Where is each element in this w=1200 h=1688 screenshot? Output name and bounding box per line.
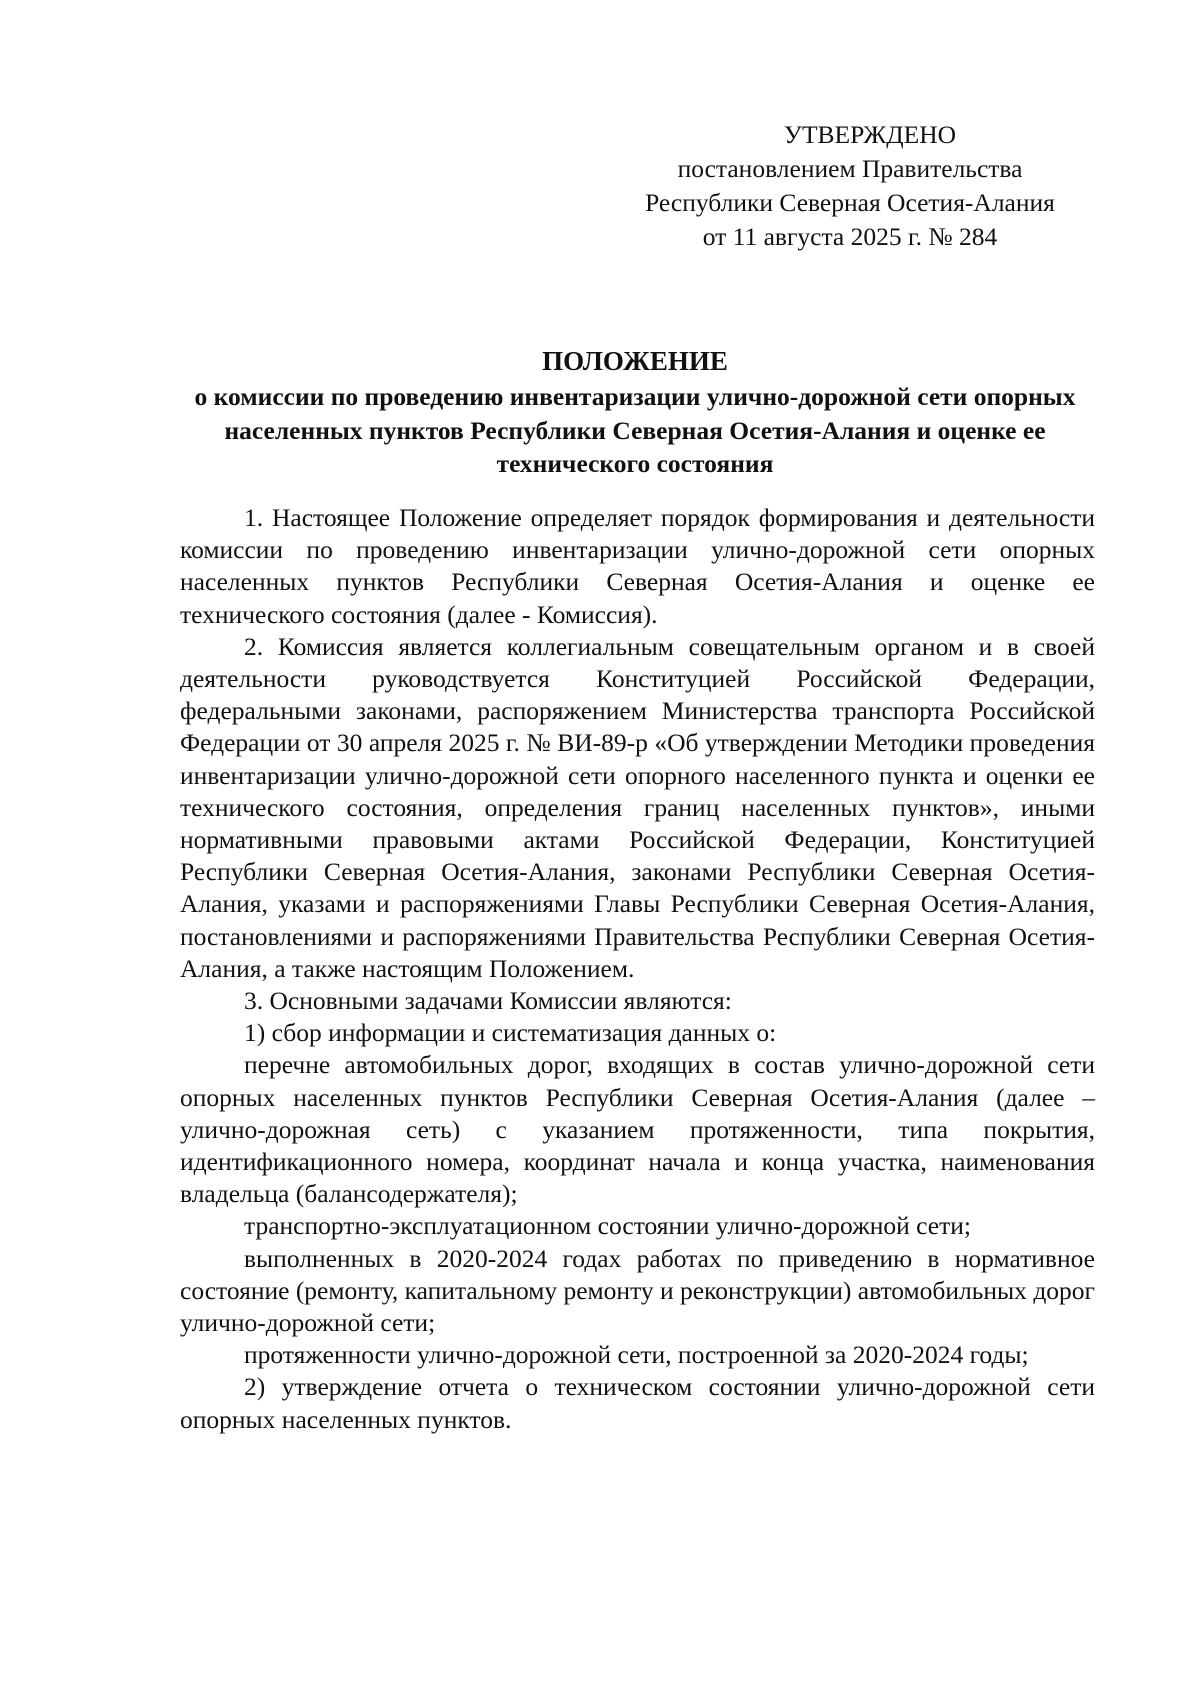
approval-line-2: Республики Северная Осетия-Алания — [645, 188, 1055, 217]
document-title-block — [170, 342, 1100, 481]
sub-item-length-built: протяженности улично-дорожной сети, построенной за 2020-2024 годы; — [244, 1340, 1029, 1370]
sub-item-works-done: выполненных в 2020-2024 годах работах по приведению в нормативное состояние (ремонту, капитальному ремонту и реконструкции) автомобильных дорог улично-дорожной сети; — [180, 1243, 1095, 1338]
approval-line-1: постановлением Правительства — [677, 154, 1023, 183]
sub-item-transport-state: транспортно-эксплуатационном состоянии улично-дорожной сети; — [244, 1211, 971, 1241]
paragraph-1: 1. Настоящее Положение определяет порядок формирования и деятельности комиссии по проведению инвентаризации улично-дорожной сети опорных населенных пунктов Республики Северная Осетия-Алания и оценке ее технического состояния (далее - Комиссия). — [180, 503, 1095, 629]
paragraph-2: 2. Комиссия является коллегиальным совещательным органом и в своей деятельности руководствуется Конституцией Российской Федерации, федеральными законами, распоряжением Министерства транспорта Российской Федерации от 30 апреля 2025 г. № ВИ-89-р «Об утверждении Методики проведения инвентаризации улично-дорожной сети опорного населенного пункта и оценки ее технического состояния, определения границ населенных пунктов», иными нормативными правовыми актами Российской Федерации, Конституцией Республики Северная Осетия-Алания, законами Республики Северная Осетия-Алания, указами и распоряжениями Главы Республики Северная Осетия-Алания, постановлениями и распоряжениями Правительства Республики Северная Осетия-Алания, а также настоящим Положением. — [180, 631, 1095, 983]
approval-title: УТВЕРЖДЕНО — [783, 120, 957, 149]
sub-item-road-list: перечне автомобильных дорог, входящих в состав улично-дорожной сети опорных населенных пунктов Республики Северная Осетия-Алания (далее – улично-дорожная сеть) с указанием протяженности, типа покрытия, идентификационного номера, координат начала и конца участка, наименования владельца (балансодержателя); — [180, 1050, 1095, 1209]
paragraph-3: 3. Основными задачами Комиссии являются: — [244, 986, 732, 1016]
document-body — [180, 502, 1095, 1436]
document-subtitle: о комиссии по проведению инвентаризации улично-дорожной сети опорных населенных пунктов Республики Северная Осетия-Алания и оценке ее технического состояния — [194, 382, 1076, 478]
approval-stamp-block — [600, 118, 1100, 254]
document-name: ПОЛОЖЕНИЕ — [542, 346, 728, 376]
list-item-2: 2) утверждение отчета о техническом состоянии улично-дорожной сети опорных населенных пунктов. — [180, 1372, 1095, 1434]
approval-line-3: от 11 августа 2025 г. № 284 — [702, 222, 998, 251]
list-item-1: 1) сбор информации и систематизация данных о: — [244, 1018, 777, 1048]
